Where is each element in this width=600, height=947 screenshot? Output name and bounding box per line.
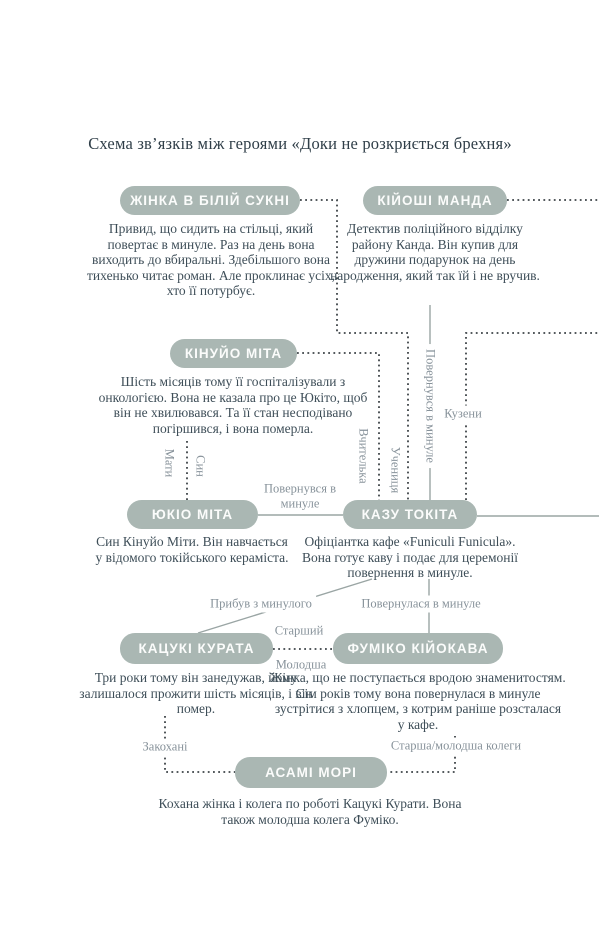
- relation-label-manda-returned: Повернувся в минуле: [422, 344, 439, 468]
- description-yukio-mita: Син Кінуйо Міти. Він навчається у відомого токійського кераміста.: [95, 534, 289, 565]
- description-woman-in-white: Привид, що сидить на стільці, який повертає в минуле. Раз на день вона виходить до вбиральні. Здебільшого вона тихенько читає роман. Але проклинає усіх, хто її потурбує.: [87, 221, 335, 299]
- relation-label-son: Син: [193, 455, 208, 477]
- relation-label-yukio-returned: Повернувся в минуле: [264, 481, 336, 510]
- relation-label-cousins: Кузени: [440, 406, 486, 423]
- relation-label-in-love: Закохані: [139, 739, 192, 756]
- node-woman-in-white: ЖІНКА В БІЛІЙ СУКНІ: [120, 186, 300, 215]
- relation-label-mother: Мати: [162, 448, 177, 478]
- description-asami-mori: Кохана жінка і колега по роботі Кацукі Курати. Вона також молодша колега Фуміко.: [158, 796, 462, 827]
- relation-label-older: Старший: [274, 623, 324, 638]
- description-kiyoshi-manda: Детектив поліційного відділку району Канда. Він купив для дружини подарунок на день народження, який так їй і не вручив.: [330, 221, 540, 283]
- description-katsuki-kurata: Три роки тому він занедужав, йому залишалося прожити шість місяців, і він помер.: [79, 670, 313, 717]
- node-fumiko-kiyokawa: ФУМІКО КІЙОКАВА: [333, 633, 503, 664]
- relation-label-younger: Молодша: [275, 657, 327, 672]
- node-yukio-mita: ЮКІО МІТА: [127, 500, 258, 529]
- description-kinuyo-mita: Шість місяців тому її госпіталізували з онкологією. Вона не казала про це Юкіто, щоб він не хвилювався. Та її стан несподівано погіршився, і вона померла.: [98, 374, 368, 436]
- node-kazu-tokita: КАЗУ ТОКІТА: [343, 500, 477, 529]
- relation-label-arrived-from-past: Прибув з минулого: [206, 596, 316, 613]
- node-kinuyo-mita: КІНУЙО МІТА: [170, 339, 297, 368]
- description-fumiko-kiyokawa: Жінка, що не поступається вродою знаменитостям. Сім років тому вона повернулася в минуле зустрітися з хлопцем, з котрим раніше розсталася у кафе.: [270, 670, 566, 732]
- page-title: Схема зв’язків між героями «Доки не розкриється брехня»: [88, 134, 512, 153]
- node-asami-mori: АСАМІ МОРІ: [235, 757, 387, 788]
- relation-label-teacher: Вчителька: [356, 428, 371, 484]
- relation-label-student: Учениця: [388, 446, 403, 494]
- description-kazu-tokita: Офіціантка кафе «Funiculi Funicula». Вона готує каву і подає для церемонії повернення в минуле.: [301, 534, 519, 581]
- node-katsuki-kurata: КАЦУКІ КУРАТА: [120, 633, 273, 664]
- relation-label-colleagues: Старша/молодша колеги: [387, 738, 525, 755]
- relation-label-fumiko-returned: Повернулася в минуле: [357, 596, 484, 613]
- connector-kazu-cousins-edge: [466, 333, 599, 500]
- node-kiyoshi-manda: КІЙОШІ МАНДА: [363, 186, 507, 215]
